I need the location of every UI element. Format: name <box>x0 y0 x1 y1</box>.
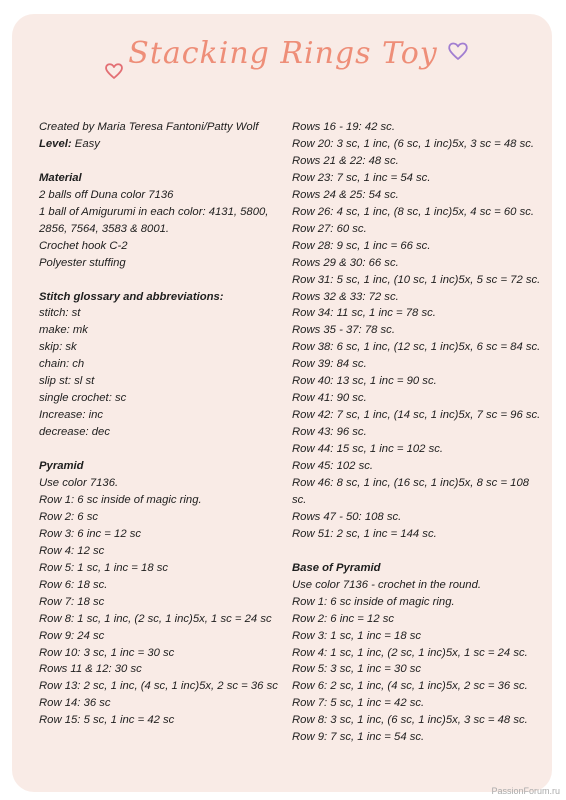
text-line: stitch: st <box>39 307 81 320</box>
text-line: Row 42: 7 sc, 1 inc, (14 sc, 1 inc)5x, 7 sc = 96 sc. <box>292 409 541 422</box>
text-line: Row 13: 2 sc, 1 inc, (4 sc, 1 inc)5x, 2 sc = 36 sc <box>39 680 278 693</box>
text-line: Row 9: 24 sc <box>39 629 105 642</box>
pyramid-rows-continued <box>292 119 541 475</box>
text-line: Row 7: 5 sc, 1 inc = 42 sc. <box>292 697 425 710</box>
section-heading-glossary: Stitch glossary and abbreviations: <box>39 290 224 303</box>
text-line: Row 45: 102 sc. <box>292 460 374 473</box>
text-line: Row 28: 9 sc, 1 inc = 66 sc. <box>292 239 431 252</box>
text-line: Polyester stuffing <box>39 256 126 269</box>
base-rows <box>292 577 532 747</box>
section-heading-material: Material <box>39 171 82 184</box>
text-line: Row 43: 96 sc. <box>292 426 367 439</box>
text-line: chain: ch <box>39 358 85 371</box>
text-line: Rows 24 & 25: 54 sc. <box>292 188 399 201</box>
text-line: single crochet: sc <box>39 392 127 405</box>
credit-line: Created by Maria Teresa Fantoni/Patty Wolf <box>39 121 259 133</box>
text-line: Increase: inc <box>39 409 104 422</box>
text-line: Row 1: 6 sc inside of magic ring. <box>39 493 202 506</box>
spacer <box>39 153 279 170</box>
level-line <box>39 136 279 153</box>
text-line: Row 34: 11 sc, 1 inc = 78 sc. <box>292 307 436 320</box>
watermark: PassionForum.ru <box>491 786 560 796</box>
left-column <box>39 119 279 729</box>
spacer <box>39 272 279 289</box>
text-line: Row 51: 2 sc, 1 inc = 144 sc. <box>292 527 437 540</box>
text-line: Use color 7136 - crochet in the round. <box>292 578 482 591</box>
level-label: Level: <box>39 137 72 150</box>
material-list <box>39 187 279 272</box>
text-line: slip st: sl st <box>39 375 95 388</box>
text-line: Rows 11 & 12: 30 sc <box>39 663 142 676</box>
spacer <box>292 543 532 560</box>
text-line: Row 1: 6 sc inside of magic ring. <box>292 595 455 608</box>
text-line: 1 ball of Amigurumi in each color: 4131, 5800, <box>39 205 269 218</box>
pyramid-rows-final <box>292 509 532 543</box>
text-line: Row 7: 18 sc <box>39 595 105 608</box>
text-line: Row 44: 15 sc, 1 inc = 102 sc. <box>292 443 444 456</box>
text-line: Row 3: 6 inc = 12 sc <box>39 527 142 540</box>
text-line: Rows 47 - 50: 108 sc. <box>292 510 402 523</box>
text-line: Rows 32 & 33: 72 sc. <box>292 290 399 303</box>
text-line: Row 4: 12 sc <box>39 544 105 557</box>
text-line: Row 31: 5 sc, 1 inc, (10 sc, 1 inc)5x, 5 sc = 72 sc. <box>292 273 541 286</box>
text-line: Row 5: 1 sc, 1 inc = 18 sc <box>39 561 169 574</box>
text-line: Crochet hook C-2 <box>39 239 128 252</box>
section-heading-pyramid: Pyramid <box>39 460 84 473</box>
text-line: Row 4: 1 sc, 1 inc, (2 sc, 1 inc)5x, 1 sc = 24 sc. <box>292 646 528 659</box>
text-line: Rows 16 - 19: 42 sc. <box>292 121 395 133</box>
text-line: 2856, 7564, 3583 & 8001. <box>39 222 170 235</box>
text-line: Row 5: 3 sc, 1 inc = 30 sc <box>292 663 422 676</box>
text-line: Row 6: 18 sc. <box>39 578 108 591</box>
text-line: Row 6: 2 sc, 1 inc, (4 sc, 1 inc)5x, 2 sc = 36 sc. <box>292 680 528 693</box>
text-line: Rows 35 - 37: 78 sc. <box>292 324 395 337</box>
text-line: Row 39: 84 sc. <box>292 358 367 371</box>
text-line: Row 40: 13 sc, 1 inc = 90 sc. <box>292 375 437 388</box>
text-line: Row 9: 7 sc, 1 inc = 54 sc. <box>292 731 425 744</box>
text-line: skip: sk <box>39 341 77 354</box>
text-line: Row 23: 7 sc, 1 inc = 54 sc. <box>292 171 431 184</box>
text-line: decrease: dec <box>39 426 110 439</box>
text-line: Row 2: 6 sc <box>39 510 99 523</box>
spacer <box>39 441 279 458</box>
text-line: Row 38: 6 sc, 1 inc, (12 sc, 1 inc)5x, 6 sc = 84 sc. <box>292 341 541 354</box>
glossary-list <box>39 305 279 441</box>
text-line: make: mk <box>39 324 88 337</box>
right-column <box>292 119 541 746</box>
text-line: Row 10: 3 sc, 1 inc = 30 sc <box>39 646 175 659</box>
page-title: Stacking Rings Toy <box>128 36 438 71</box>
text-line: Row 15: 5 sc, 1 inc = 42 sc <box>39 714 175 727</box>
text-line: Row 14: 36 sc <box>39 697 111 710</box>
text-line: Row 26: 4 sc, 1 inc, (8 sc, 1 inc)5x, 4 sc = 60 sc. <box>292 205 535 218</box>
level-value: Easy <box>74 137 100 150</box>
text-line: 2 balls off Duna color 7136 <box>39 188 174 201</box>
text-line: Row 2: 6 inc = 12 sc <box>292 612 395 625</box>
row-46: Row 46: 8 sc, 1 inc, (16 sc, 1 inc)5x, 8 sc = 108 sc. <box>292 477 530 506</box>
text-line: Row 41: 90 sc. <box>292 392 367 405</box>
text-line: Use color 7136. <box>39 476 119 489</box>
text-line: Row 3: 1 sc, 1 inc = 18 sc <box>292 629 422 642</box>
text-line: Rows 29 & 30: 66 sc. <box>292 256 399 269</box>
text-line: Row 8: 3 sc, 1 inc, (6 sc, 1 inc)5x, 3 sc = 48 sc. <box>292 714 528 727</box>
text-line: Row 20: 3 sc, 1 inc, (6 sc, 1 inc)5x, 3 sc = 48 sc. <box>292 137 535 150</box>
text-line: Rows 21 & 22: 48 sc. <box>292 154 399 167</box>
text-line: Row 8: 1 sc, 1 inc, (2 sc, 1 inc)5x, 1 sc = 24 sc <box>39 612 272 625</box>
text-line: Row 27: 60 sc. <box>292 222 367 235</box>
pyramid-rows <box>39 475 279 729</box>
section-heading-base: Base of Pyramid <box>292 561 381 574</box>
